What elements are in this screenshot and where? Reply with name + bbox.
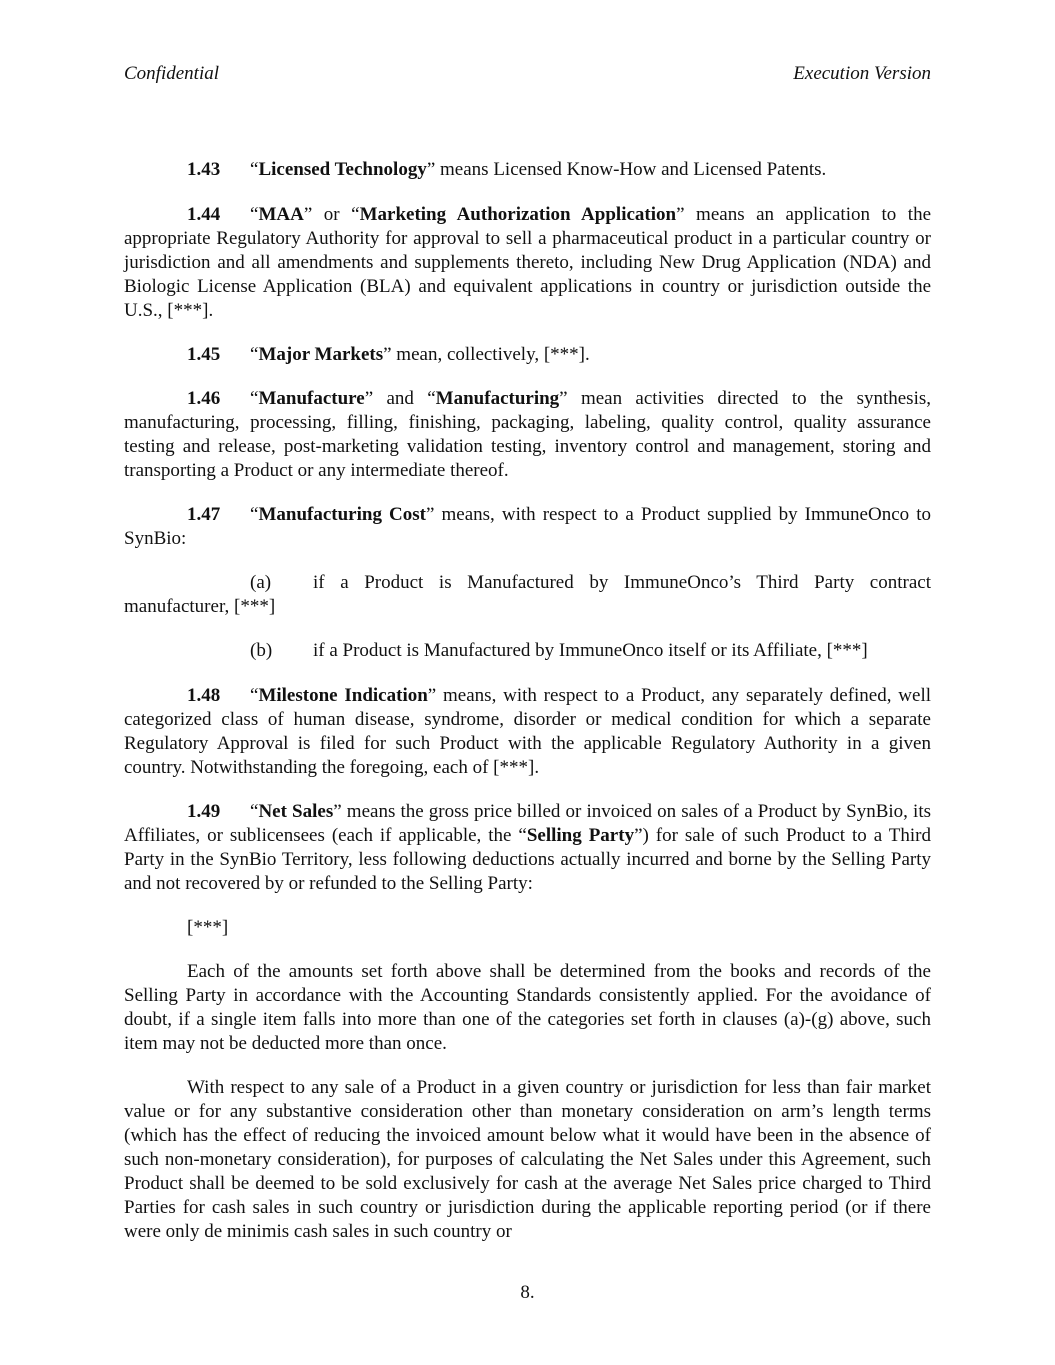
section-number: 1.47 [187,504,221,525]
section-1-48: 1.48 “Milestone Indication” means, with respect to a Product, any separately defined, well categorized class of human disease, syndrome, disorder or medical condition for which a separate Regulatory Approval is filed for such Product with the applicable Regulatory Authority in a given country. Notwithstanding the foregoing, each of [***]. [124,685,931,778]
defined-term: Manufacturing Cost [258,504,426,525]
section-number: 1.49 [187,801,221,822]
clause-b [124,639,931,663]
section-text: ” means an application to the appropriate Regulatory Authority for approval to sell a pharmaceutical product in a particular country or jurisdiction and all amendments and supplements thereto, including New Drug Application (NDA) and Biologic License Application (BLA) and equivalent applications in country or jurisdiction outside the U.S., [***]. [124,204,932,321]
clause-text: if a Product is Manufactured by ImmuneOnco itself or its Affiliate, [***] [313,640,868,661]
section-1-44: 1.44 “MAA” or “Marketing Authorization Application” means an application to the appropriate Regulatory Authority for approval to sell a pharmaceutical product in a particular country or jurisdiction and all amendments and supplements thereto, including New Drug Application (NDA) and Biologic License Application (BLA) and equivalent applications in country or jurisdiction outside the U.S., [***]. [124,204,932,321]
header-execution-version: Execution Version [793,63,931,84]
section-number: 1.46 [187,388,221,409]
section-1-45: 1.45 “Major Markets” mean, collectively, [***]. [187,344,590,365]
defined-term: Milestone Indication [258,685,428,706]
redacted-list [124,916,931,940]
clause-text: if a Product is Manufactured by ImmuneOnco’s Third Party contract manufacturer, [***] [124,572,931,617]
section-number: 1.45 [187,344,221,365]
section-1-46: 1.46 “Manufacture” and “Manufacturing” mean activities directed to the synthesis, manufacturing, processing, filling, finishing, packaging, labeling, quality control, quality assurance testing and release, post-marketing validation testing, inventory control and management, storing and transporting a Product or any intermediate thereof. [124,388,931,481]
clause-label: (a) [250,572,272,593]
defined-term: Major Markets [258,344,384,365]
defined-term: Licensed Technology [258,159,427,180]
defined-term: Manufacture [258,388,365,409]
section-text: ” means the gross price billed or invoiced on sales of a Product by SynBio, its Affiliates, or sublicensees (each if applicable, the “ [124,801,932,846]
section-number: 1.48 [187,685,221,706]
section-text: ” means Licensed Know-How and Licensed Patents. [426,159,827,180]
defined-term: Marketing Authorization Application [359,204,677,225]
clause-a [124,571,931,619]
section-number: 1.43 [187,159,221,180]
section-text: ”) for sale of such Product to a Third Party in the SynBio Territory, less following deductions actually incurred and borne by the Selling Party and not recovered by or refunded to the Selling Party: [124,825,932,894]
section-1-49: 1.49 “Net Sales” means the gross price billed or invoiced on sales of a Product by SynBio, its Affiliates, or sublicensees (each if applicable, the “Selling Party”) for sale of such Product to a Third Party in the SynBio Territory, less following deductions actually incurred and borne by the Selling Party and not recovered by or refunded to the Selling Party: [124,801,932,894]
clause-label: (b) [250,640,273,661]
section-text: ” means, with respect to a Product, any separately defined, well categorized class of human disease, syndrome, disorder or medical condition for which a separate Regulatory Approval is filed for such Product with the applicable Regulatory Authority in a given country. Notwithstanding the foregoing, each of [***]. [124,685,931,778]
defined-term: Net Sales [258,801,334,822]
section-text: ” means, with respect to a Product supplied by ImmuneOnco to SynBio: [124,504,931,549]
page-number: 8. [520,1282,535,1303]
section-1-47: 1.47 “Manufacturing Cost” means, with respect to a Product supplied by ImmuneOnco to SynBio: [124,504,931,549]
paragraph-sale: With respect to any sale of a Product in a given country or jurisdiction for less than fair market value or for any substantive consideration other than monetary consideration on arm’s length terms (which has the effect of reducing the invoiced amount below what it would have been in the absence of such non-monetary consideration), for purposes of calculating the Net Sales under this Agreement, such Product shall be deemed to be sold exclusively for cash at the average Net Sales price charged to Third Parties for cash sales in such country or jurisdiction during the applicable reporting period (or if there were only de minimis cash sales in such country or [124,1077,931,1242]
section-number: 1.44 [187,204,221,225]
section-text: ” mean activities directed to the synthesis, manufacturing, processing, filling, finishing, packaging, labeling, quality control, quality assurance testing and release, post-marketing validation testing, inventory control and management, storing and transporting a Product or any intermediate thereof. [124,388,931,481]
section-text: ” mean, collectively, [***]. [383,344,590,365]
redaction-marker: [***] [187,917,229,938]
defined-term: Selling Party [526,825,635,846]
defined-term: Manufacturing [435,388,560,409]
paragraph-amounts: Each of the amounts set forth above shall be determined from the books and records of the Selling Party in accordance with the Accounting Standards consistently applied. For the avoidance of doubt, if a single item falls into more than one of the categories set forth in clauses (a)-(g) above, such item may not be deducted more than once. [124,961,931,1054]
header-confidential: Confidential [124,63,219,84]
section-1-43: 1.43 “Licensed Technology” means Licensed Know-How and Licensed Patents. [187,159,827,180]
defined-term: MAA [258,204,304,225]
